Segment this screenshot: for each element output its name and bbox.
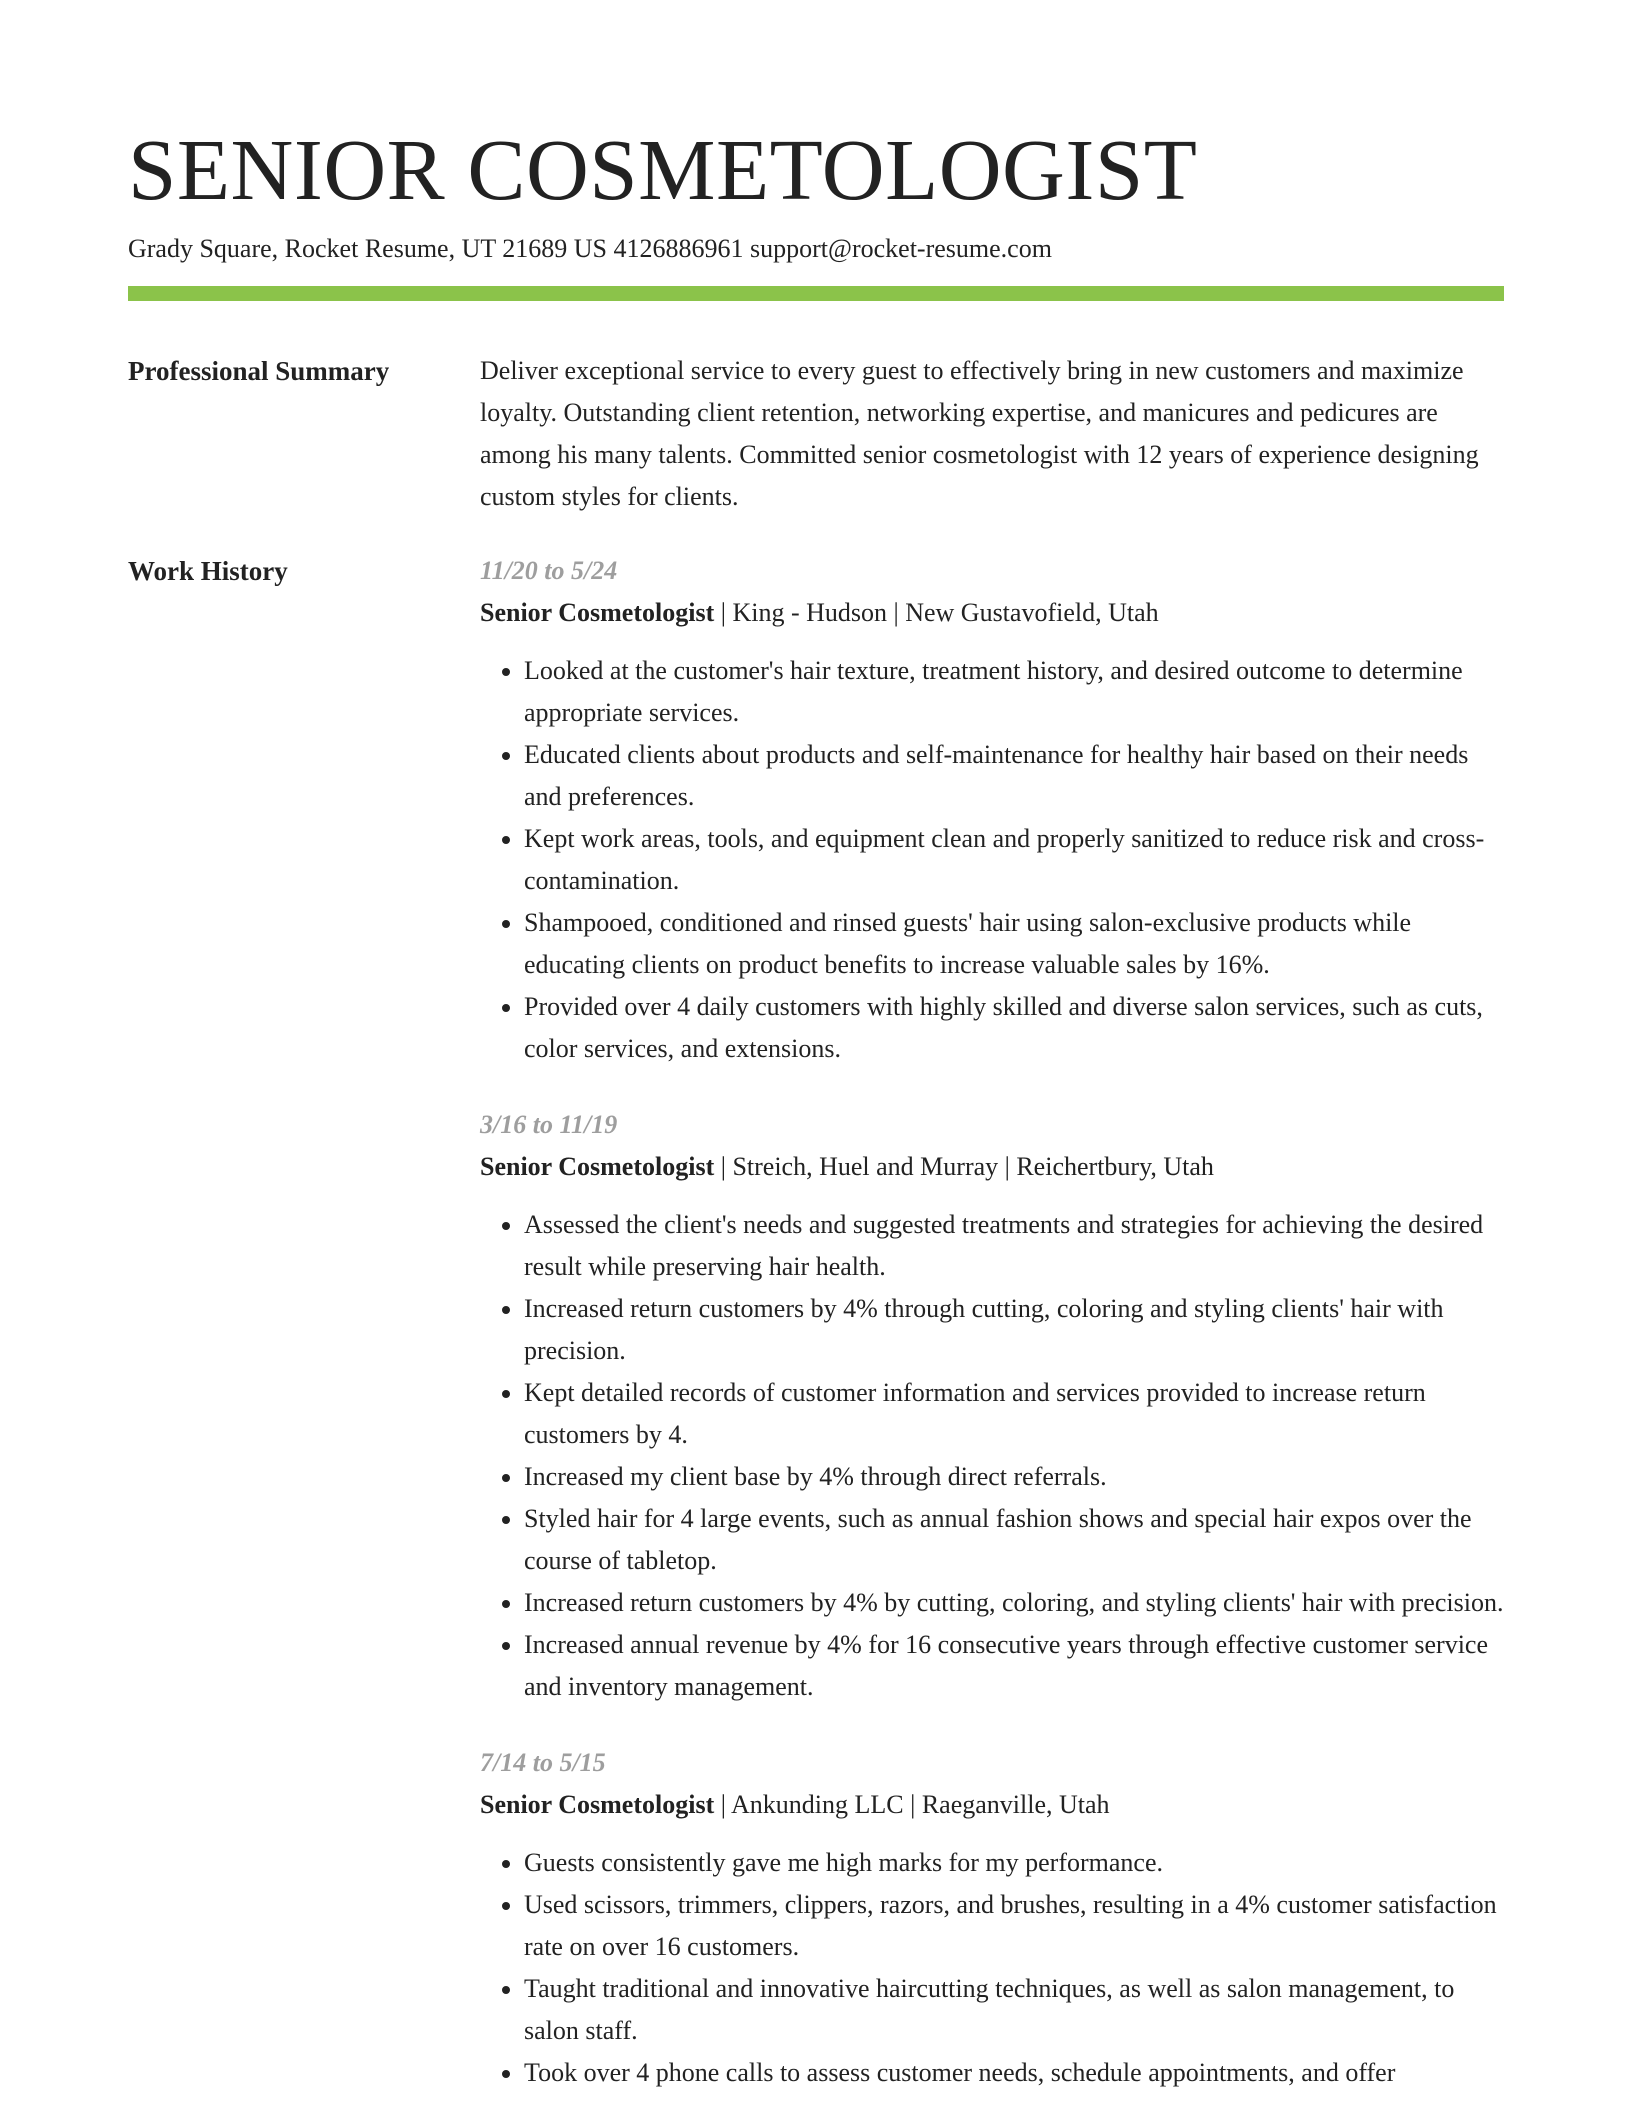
job-bullet: • Provided over 4 daily customers with highly skilled and diverse salon services, such as cuts, color services, and extensions. xyxy=(524,986,1504,1070)
job-dates: 3/16 to 11/19 xyxy=(480,1110,618,1139)
job-employer-location: | Ankunding LLC | Raeganville, Utah xyxy=(714,1790,1110,1819)
job-bullet: • Took over 4 phone calls to assess customer needs, schedule appointments, and offer xyxy=(524,2052,1504,2094)
contact-line: Grady Square, Rocket Resume, UT 21689 US 4126886961 support@rocket-resume.com xyxy=(128,234,1052,263)
job-bullet: • Increased return customers by 4% by cutting, coloring, and styling clients' hair with precision. xyxy=(524,1582,1504,1624)
job-title: Senior Cosmetologist xyxy=(480,1790,715,1819)
job-dates: 7/14 to 5/15 xyxy=(480,1748,606,1777)
job-bullet: • Assessed the client's needs and suggested treatments and strategies for achieving the desired result while preserving hair health. xyxy=(524,1204,1504,1288)
job-entry xyxy=(480,1742,1504,2094)
job-dates: 11/20 to 5/24 xyxy=(480,556,618,585)
section-heading: Professional Summary xyxy=(128,356,390,386)
job-entry xyxy=(480,550,1504,1070)
job-bullet-list xyxy=(480,1842,1504,2094)
job-bullet: • Used scissors, trimmers, clippers, razors, and brushes, resulting in a 4% customer satisfaction rate on over 16 customers. xyxy=(524,1884,1504,1968)
job-title: Senior Cosmetologist xyxy=(480,1152,715,1181)
job-title: Senior Cosmetologist xyxy=(480,598,715,627)
job-entry xyxy=(480,1104,1504,1708)
job-bullet: • Increased return customers by 4% through cutting, coloring and styling clients' hair with precision. xyxy=(524,1288,1504,1372)
job-bullet-list xyxy=(480,1204,1504,1708)
job-bullet: • Increased annual revenue by 4% for 16 consecutive years through effective customer service and inventory management. xyxy=(524,1624,1504,1708)
job-header xyxy=(480,1784,1504,1826)
job-bullet: • Increased my client base by 4% through direct referrals. xyxy=(524,1456,1504,1498)
job-bullet: • Guests consistently gave me high marks for my performance. xyxy=(524,1842,1504,1884)
job-bullet: • Kept detailed records of customer information and services provided to increase return customers by 4. xyxy=(524,1372,1504,1456)
job-bullet: • Shampooed, conditioned and rinsed guests' hair using salon-exclusive products while educating clients on product benefits to increase valuable sales by 16%. xyxy=(524,902,1504,986)
resume-title: SENIOR COSMETOLOGIST xyxy=(128,121,1198,218)
summary-text: Deliver exceptional service to every guest to effectively bring in new customers and maximize loyalty. Outstanding client retention, networking expertise, and manicures and pedicures are among his many talents. Committed senior cosmetologist with 12 years of experience designing custom styles for clients. xyxy=(480,356,1479,511)
job-bullet: • Taught traditional and innovative haircutting techniques, as well as salon management, to salon staff. xyxy=(524,1968,1504,2052)
job-employer-location: | King - Hudson | New Gustavofield, Utah xyxy=(714,598,1159,627)
job-employer-location: | Streich, Huel and Murray | Reichertbury, Utah xyxy=(714,1152,1214,1181)
work-history-body xyxy=(480,550,1504,2128)
job-header xyxy=(480,1146,1504,1188)
job-bullet: • Kept work areas, tools, and equipment clean and properly sanitized to reduce risk and cross-contamination. xyxy=(524,818,1504,902)
job-bullet: • Looked at the customer's hair texture, treatment history, and desired outcome to determine appropriate services. xyxy=(524,650,1504,734)
job-bullet: • Styled hair for 4 large events, such as annual fashion shows and special hair expos over the course of tabletop. xyxy=(524,1498,1504,1582)
section-heading: Work History xyxy=(128,556,288,586)
job-header xyxy=(480,592,1504,634)
header-divider xyxy=(128,286,1504,301)
job-bullet-list xyxy=(480,650,1504,1070)
job-bullet: • Educated clients about products and self-maintenance for healthy hair based on their needs and preferences. xyxy=(524,734,1504,818)
summary-body xyxy=(480,350,1504,518)
